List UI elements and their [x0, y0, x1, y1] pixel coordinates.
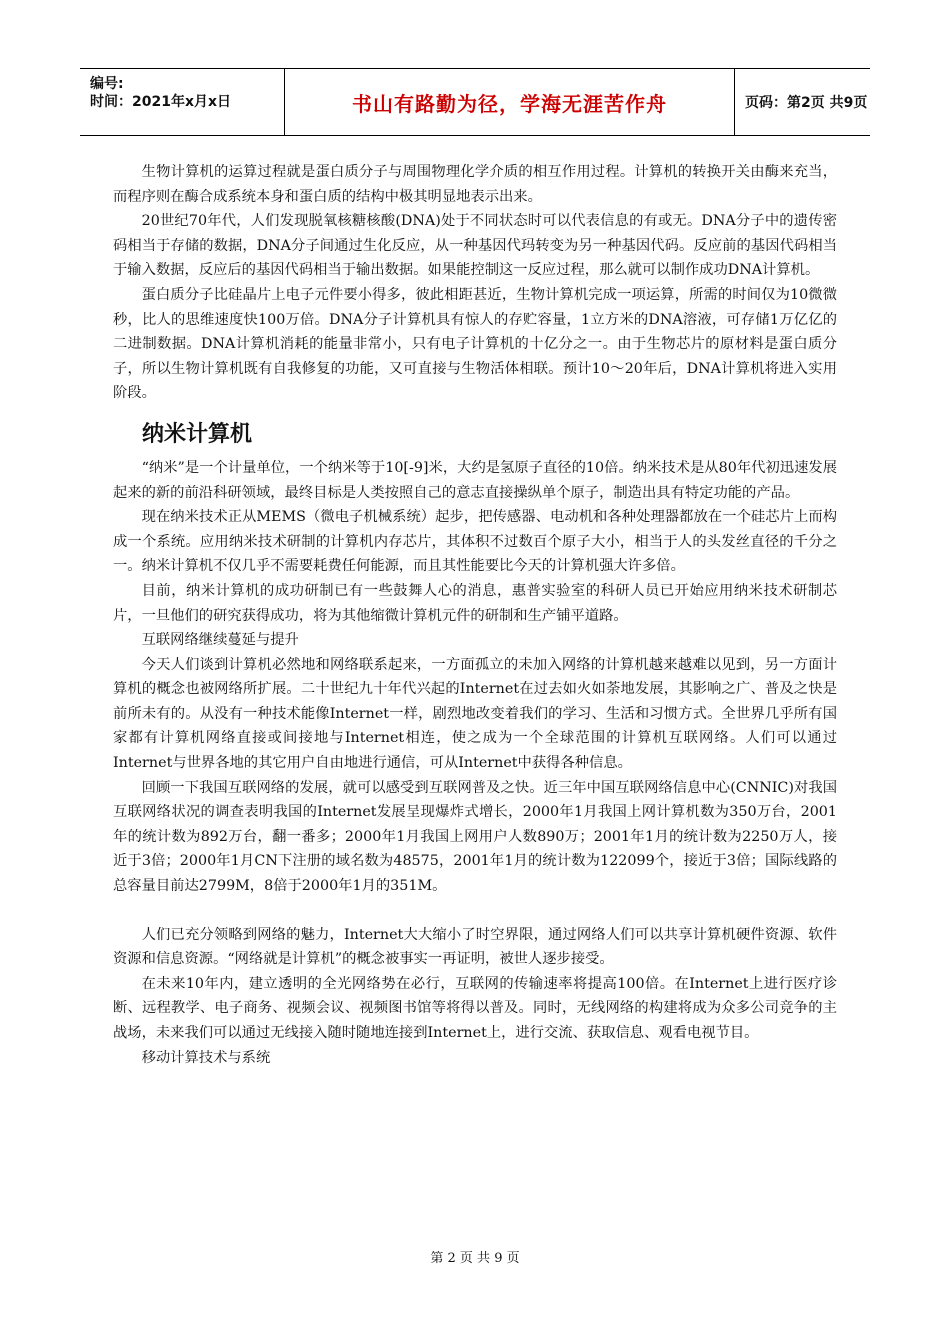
- header-motto: 书山有路勤为径，学海无涯苦作舟: [352, 91, 667, 116]
- header-motto-cell: [285, 69, 735, 135]
- header-meta: [80, 69, 285, 135]
- subsection-title: 移动计算技术与系统: [141, 1049, 271, 1066]
- document-date: 时间：2021年x月x日: [90, 94, 232, 110]
- header-page-number: 页码：第2页 共9页: [745, 95, 868, 111]
- paragraph: 回顾一下我国互联网络的发展，就可以感受到互联网普及之快。近三年中国互联网络信息中心(CNNIC)对我国互联网络状况的调查表明我国的Internet发展呈现爆炸式增长，2000年1月我国上网计算机数为350万台，2001年的统计数为892万台，翻一番多；2000年1月我国上网用户人数890万；2001年1月的统计数为2250万人，接近于3倍；2000年1月CN下注册的域名数为48575，2001年1月的统计数为122099个，接近于3倍；国际线路的总容量目前达2799M，8倍于2000年1月的351M。: [113, 779, 837, 895]
- paragraph: 现在纳米技术正从MEMS（微电子机械系统）起步，把传感器、电动机和各种处理器都放在一个硅芯片上而构成一个系统。应用纳米技术研制的计算机内存芯片，其体积不过数百个原子大小，相当于人的头发丝直径的千分之一。纳米计算机不仅几乎不需要耗费任何能源，而且其性能要比今天的计算机强大许多倍。: [113, 509, 837, 575]
- paragraph: “纳米”是一个计量单位，一个纳米等于10[-9]米，大约是氢原子直径的10倍。纳米技术是从80年代初迅速发展起来的新的前沿科研领域，最终目标是人类按照自己的意志直接操纵单个原子，制造出具有特定功能的产品。: [113, 459, 837, 501]
- paragraph: 人们已充分领略到网络的魅力，Internet大大缩小了时空界限，通过网络人们可以共享计算机硬件资源、软件资源和信息资源。“网络就是计算机”的概念被事实一再证明，被世人逐步接受。: [113, 926, 837, 968]
- page-header: [80, 68, 870, 136]
- document-body: [113, 160, 837, 1070]
- subsection-title: 互联网络继续蔓延与提升: [141, 632, 299, 649]
- paragraph: 蛋白质分子比硅晶片上电子元件要小得多，彼此相距甚近，生物计算机完成一项运算，所需的时间仅为10微微秒，比人的思维速度快100万倍。DNA分子计算机具有惊人的存贮容量，1立方米的DNA溶液，可存储1万亿亿的二进制数据。DNA计算机消耗的能量非常小，只有电子计算机的十亿分之一。由于生物芯片的原材料是蛋白质分子，所以生物计算机既有自我修复的功能，又可直接与生物活体相联。预计10～20年后，DNA计算机将进入实用阶段。: [113, 286, 837, 402]
- section-heading: 纳米计算机: [142, 421, 253, 447]
- paragraph: 在未来10年内，建立透明的全光网络势在必行，互联网的传输速率将提高100倍。在Internet上进行医疗诊断、远程教学、电子商务、视频会议、视频图书馆等将得以普及。同时，无线网络的构建将成为众多公司竞争的主战场，未来我们可以通过无线接入随时随地连接到Internet上，进行交流、获取信息、观看电视节目。: [113, 975, 837, 1041]
- page-footer: 第 2 页 共 9 页: [430, 1251, 520, 1266]
- paragraph: 今天人们谈到计算机必然地和网络联系起来，一方面孤立的未加入网络的计算机越来越难以见到，另一方面计算机的概念也被网络所扩展。二十世纪九十年代兴起的Internet在过去如火如荼地发展，其影响之广、普及之快是前所未有的。从没有一种技术能像Internet一样，剧烈地改变着我们的学习、生活和习惯方式。全世界几乎所有国家都有计算机网络直接或间接地与Internet相连，使之成为一个全球范围的计算机互联网络。人们可以通过Internet与世界各地的其它用户自由地进行通信，可从Internet中获得各种信息。: [113, 656, 837, 772]
- paragraph: 生物计算机的运算过程就是蛋白质分子与周围物理化学介质的相互作用过程。计算机的转换开关由酶来充当，而程序则在酶合成系统本身和蛋白质的结构中极其明显地表示出来。: [113, 164, 837, 205]
- blank-line: [113, 899, 837, 923]
- document-number: 编号:: [90, 76, 124, 92]
- paragraph: 20世纪70年代，人们发现脱氧核糖核酸(DNA)处于不同状态时可以代表信息的有或无。DNA分子中的遗传密码相当于存储的数据，DNA分子间通过生化反应，从一种基因代玛转变为另一种基因代码。反应前的基因代码相当于输入数据，反应后的基因代码相当于输出数据。如果能控制这一反应过程，那么就可以制作成功DNA计算机。: [113, 213, 837, 279]
- paragraph: 目前，纳米计算机的成功研制已有一些鼓舞人心的消息，惠普实验室的科研人员已开始应用纳米技术研制芯片，一旦他们的研究获得成功，将为其他缩微计算机元件的研制和生产铺平道路。: [113, 582, 837, 624]
